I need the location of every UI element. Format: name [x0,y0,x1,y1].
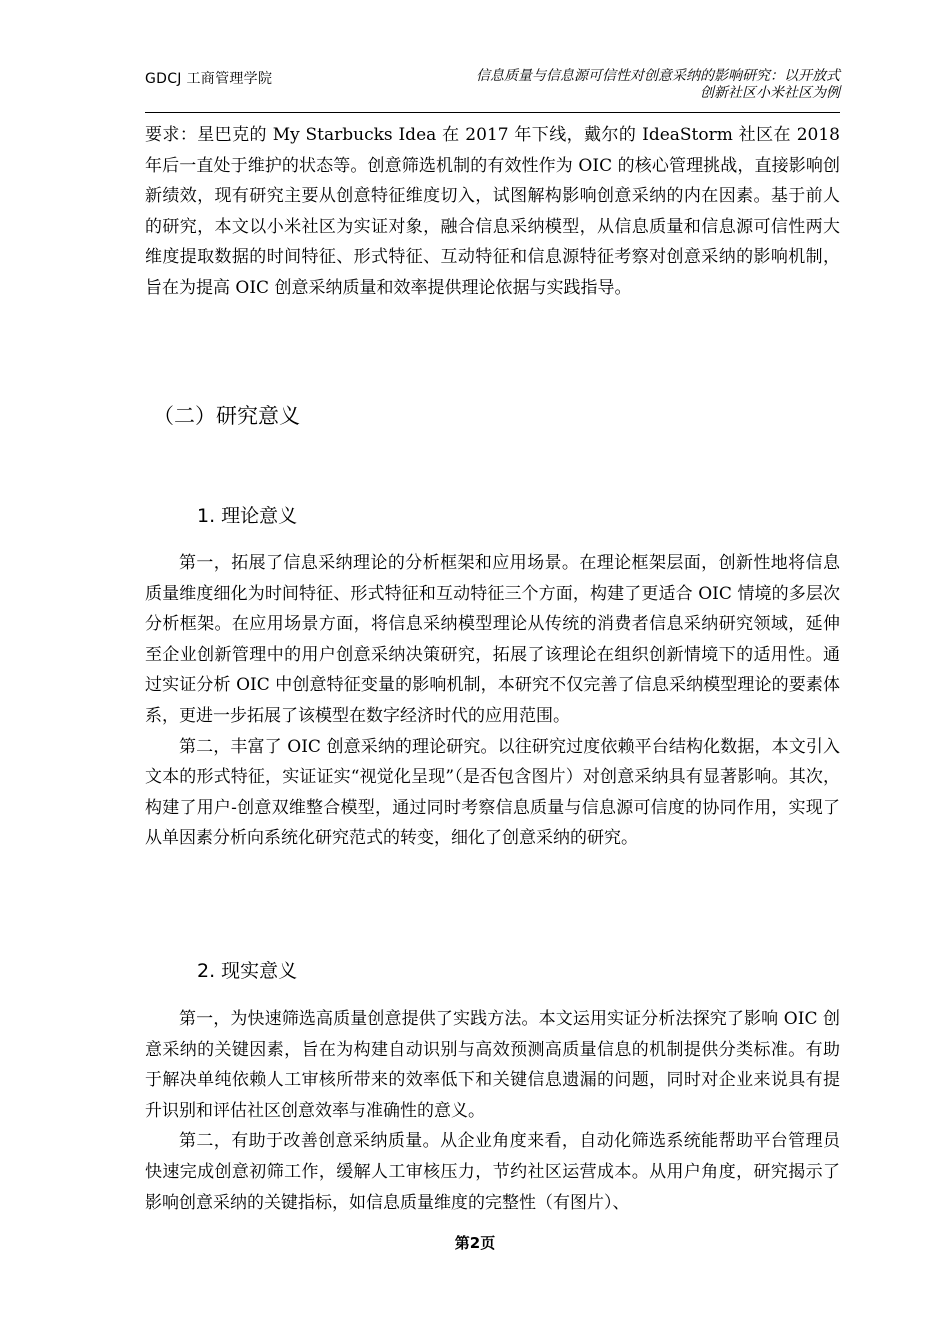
subheading-theory: 1. 理论意义 [197,505,298,527]
practice-block [145,1004,840,1218]
section-heading-significance: （二）研究意义 [153,404,300,428]
theory-paragraph-2: 第二，丰富了 OIC 创意采纳的理论研究。以往研究过度依赖平台结构化数据，本文引入文本的形式特征，实证证实“视觉化呈现”（是否包含图片）对创意采纳具有显著影响。其次，构建了用户-创意双维整合模型，通过同时考察信息质量与信息源可信度的协同作用，实现了从单因素分析向系统化研究范式的转变，细化了创意采纳的研究。 [145,736,840,849]
page-header [145,66,840,113]
subheading-practice: 2. 现实意义 [197,960,298,982]
theory-block [145,548,840,854]
header-thesis-title [476,68,840,102]
header-institution: GDCJ 工商管理学院 [145,71,273,87]
header-title-line-2: 创新社区小米社区为例 [700,85,840,101]
header-title-line-1: 信息质量与信息源可信性对创意采纳的影响研究：以开放式 [476,68,840,84]
intro-block [145,120,840,304]
page-number: 第2页 [454,1234,496,1252]
practice-paragraph-1: 第一，为快速筛选高质量创意提供了实践方法。本文运用实证分析法探究了影响 OIC 创意采纳的关键因素，旨在为构建自动识别与高效预测高质量信息的机制提供分类标准。有助于解决单纯依赖人工审核所带来的效率低下和关键信息遗漏的问题，同时对企业来说具有提升识别和评估社区创意效率与准确性的意义。 [145,1009,840,1121]
theory-paragraph-1: 第一，拓展了信息采纳理论的分析框架和应用场景。在理论框架层面，创新性地将信息质量维度细化为时间特征、形式特征和互动特征三个方面，构建了更适合 OIC 情境的多层次分析框架。在应用场景方面，将信息采纳模型理论从传统的消费者信息采纳研究领域，延伸至企业创新管理中的用户创意采纳决策研究，拓展了该理论在组织创新情境下的适用性。通过实证分析 OIC 中创意特征变量的影响机制，本研究不仅完善了信息采纳模型理论的要素体系，更进一步拓展了该模型在数字经济时代的应用范围。 [145,553,840,726]
intro-paragraph: 要求：星巴克的 My Starbucks Idea 在 2017 年下线，戴尔的 IdeaStorm 社区在 2018 年后一直处于维护的状态等。创意筛选机制的有效性作为 OIC 的核心管理挑战，直接影响创新绩效，现有研究主要从创意特征维度切入，试图解构影响创意采纳的内在因素。基于前人的研究，本文以小米社区为实证对象，融合信息采纳模型，从信息质量和信息源可信性两大维度提取数据的时间特征、形式特征、互动特征和信息源特征考察对创意采纳的影响机制，旨在为提高 OIC 创意采纳质量和效率提供理论依据与实践指导。 [145,125,840,298]
practice-paragraph-2: 第二，有助于改善创意采纳质量。从企业角度来看，自动化筛选系统能帮助平台管理员快速完成创意初筛工作，缓解人工审核压力，节约社区运营成本。从用户角度，研究揭示了影响创意采纳的关键指标，如信息质量维度的完整性（有图片）、 [145,1131,840,1213]
